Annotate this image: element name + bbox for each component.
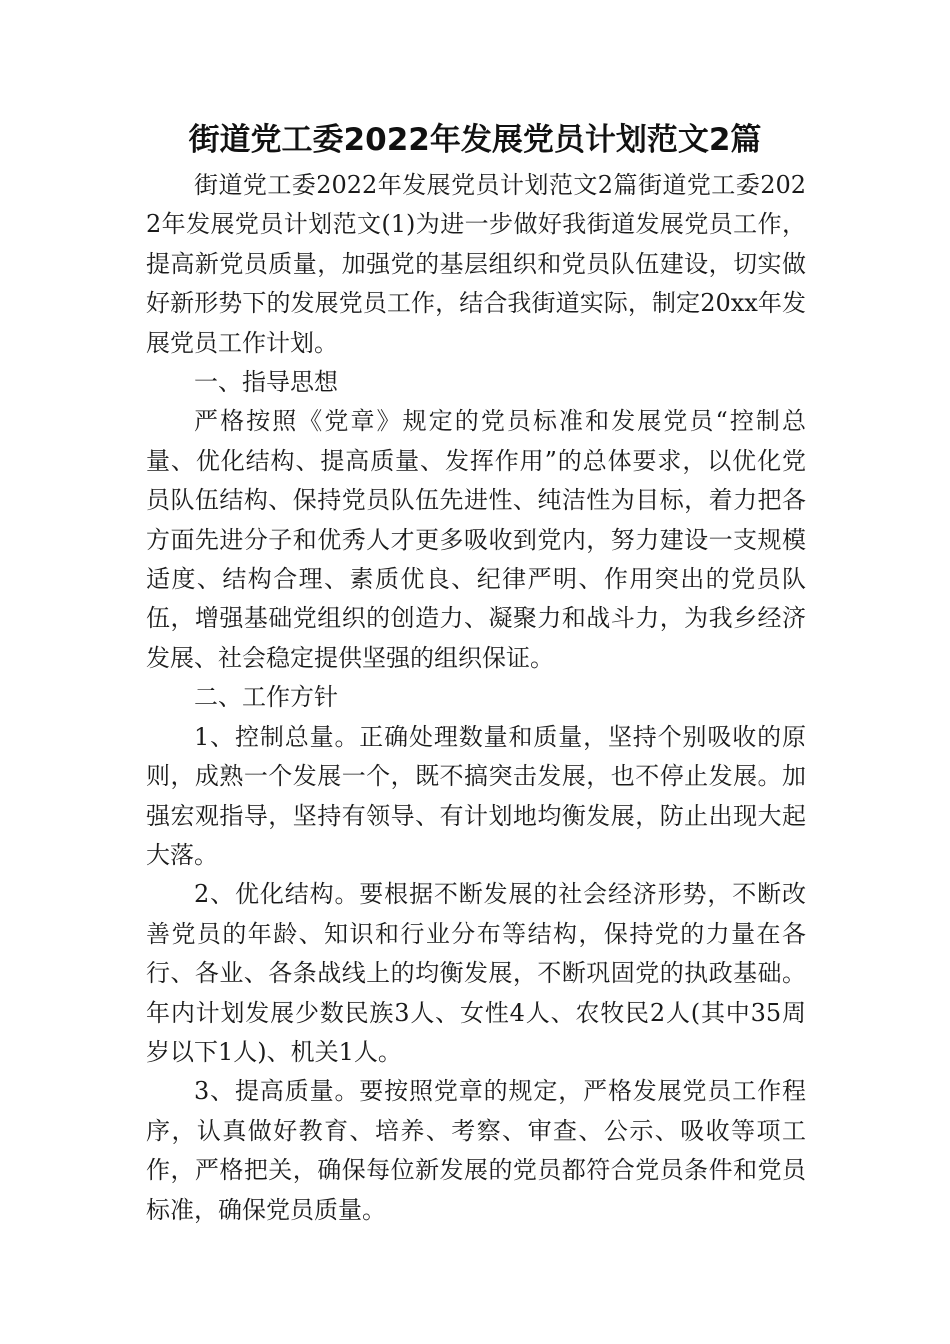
section-heading-work-policy: 二、工作方针	[194, 683, 338, 712]
paragraph-guiding-ideology: 严格按照《党章》规定的党员标准和发展党员“控制总量、优化结构、提高质量、发挥作用”的总体要求，以优化党员队伍结构、保持党员队伍先进性、纯洁性为目标，着力把各方面先进分子和优秀人才更多吸收到党内，努力建设一支规模适度、结构合理、素质优良、纪律严明、作用突出的党员队伍，增强基础党组织的创造力、凝聚力和战斗力，为我乡经济发展、社会稳定提供坚强的组织保证。	[146, 407, 806, 672]
section-heading-guiding-ideology: 一、指导思想	[194, 368, 338, 397]
document-body	[146, 166, 806, 1230]
paragraph-improve-quality: 3、提高质量。要按照党章的规定，严格发展党员工作程序，认真做好教育、培养、考察、审查、公示、吸收等项工作，严格把关，确保每位新发展的党员都符合党员条件和党员标准，确保党员质量。	[146, 1077, 806, 1224]
paragraph-intro: 街道党工委2022年发展党员计划范文2篇街道党工委2022年发展党员计划范文(1)为进一步做好我街道发展党员工作，提高新党员质量，加强党的基层组织和党员队伍建设，切实做好新形势下的发展党员工作，结合我街道实际，制定20xx年发展党员工作计划。	[146, 171, 806, 357]
paragraph-optimize-structure: 2、优化结构。要根据不断发展的社会经济形势，不断改善党员的年龄、知识和行业分布等结构，保持党的力量在各行、各业、各条战线上的均衡发展，不断巩固党的执政基础。年内计划发展少数民族3人、女性4人、农牧民2人(其中35周岁以下1人)、机关1人。	[146, 880, 806, 1066]
paragraph-control-total: 1、控制总量。正确处理数量和质量，坚持个别吸收的原则，成熟一个发展一个，既不搞突击发展，也不停止发展。加强宏观指导，坚持有领导、有计划地均衡发展，防止出现大起大落。	[146, 722, 806, 869]
document-title: 街道党工委2022年发展党员计划范文2篇	[188, 122, 762, 158]
